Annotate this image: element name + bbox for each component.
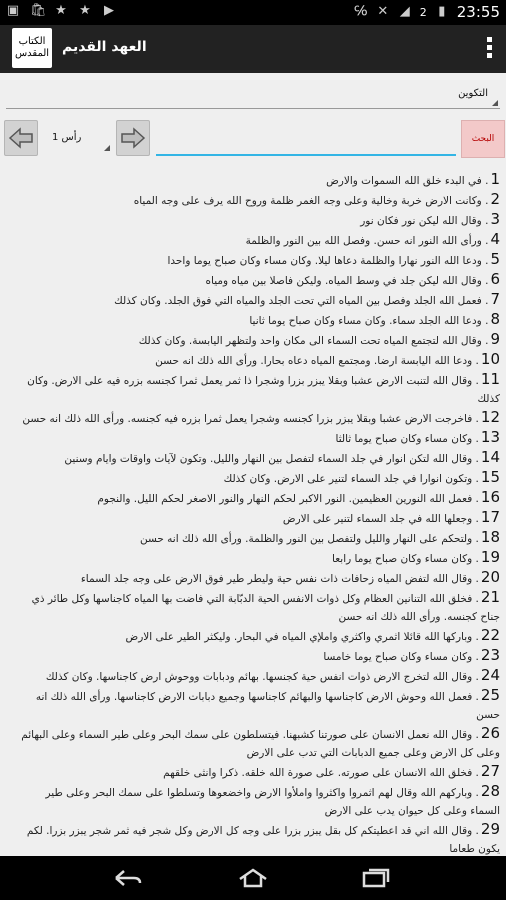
verse-separator: . [472,671,479,683]
verse-separator: . [472,787,479,799]
verse-text: فعمل الله النورين العظيمين. النور الاكبر لحكم النهار والنور الاصغر لحكم الليل. والنجوم [97,493,473,505]
verse-number: 20 [480,568,500,586]
book-selector-value: التكوين [458,88,488,99]
verse-number: 7 [490,290,500,308]
verse-row [0,170,506,190]
battery-level: 2 [419,5,427,19]
verse-row [0,428,506,448]
verse-text: في البدء خلق الله السموات والارض [326,175,482,187]
verse-number: 6 [490,270,500,288]
verse-row [0,528,506,548]
verse-text: وقال الله لتجتمع المياه تحت السماء الى مكان واحد ولتظهر اليابسة. وكان كذلك [138,335,482,347]
verse-number: 28 [480,782,500,800]
verse-text: وقال الله نعمل الانسان على صورتنا كشبهنا. فيتسلطون على سمك البحر وعلى طير السماء وعلى البهائم وعلى كل الارض وعلى جميع الدبابات التي تدب على الارض [21,729,500,759]
image-icon: ▣ [6,3,20,18]
verse-separator: . [472,573,479,585]
signal-icon: ◢ [399,4,410,19]
verse-separator: . [472,767,479,779]
verse-separator: . [472,355,479,367]
verse-row [0,190,506,210]
verse-separator: . [472,553,479,565]
verse-row [0,270,506,290]
system-navigation-bar [0,856,506,900]
verse-text: فعمل الله الجلد وفصل بين المياه التي تحت الجلد والمياه التي فوق الجلد. وكان كذلك [114,295,482,307]
verse-separator: . [481,195,489,207]
verse-text: وقال الله لتنبت الارض عشبا وبقلا يبزر بزرا وشجرا ذا ثمر يعمل ثمرا كجنسه بزره فيه على الارض. وكان كذلك [27,375,500,405]
verse-separator: . [472,513,479,525]
dropdown-caret-icon [492,100,498,106]
chapter-selector-value: رأس 1 [52,132,82,143]
verse-text: وقال الله لتكن انوار في جلد السماء لتفصل بين النهار والليل. وتكون لآيات واوقات وايام وسنين [64,453,473,465]
verse-row [0,230,506,250]
verse-number: 5 [490,250,500,268]
app-logo[interactable] [12,28,52,68]
verse-text: وقال الله اني قد اعطيتكم كل بقل يبزر بزرا على وجه كل الارض وكل شجر فيه ثمر شجر يبزر بزرا. لكم يكون طعاما [26,825,500,855]
verse-text: ودعا الله الجلد سماء. وكان مساء وكان صباح يوما ثانيا [249,315,482,327]
verse-number: 16 [480,488,500,506]
verse-separator: . [481,175,489,187]
verse-text: ودعا الله النور نهارا والظلمة دعاها ليلا. وكان مساء وكان صباح يوما واحدا [167,255,482,267]
verse-number: 17 [480,508,500,526]
back-icon[interactable] [107,866,147,890]
search-input[interactable] [156,124,456,156]
verse-number: 24 [480,666,500,684]
verse-number: 14 [480,448,500,466]
logo-line-1: الكتاب [18,36,46,47]
verse-row [0,448,506,468]
bag-icon: 🛍 [30,3,47,18]
verse-row [0,588,506,626]
verse-list[interactable] [0,170,506,856]
verse-number: 19 [480,548,500,566]
verse-row [0,626,506,646]
verse-text: وباركهم الله وقال لهم اثمروا واكثروا واملأوا الارض واخضعوها وتسلطوا على سمك البحر وعلى طير السماء وعلى كل حيوان يدب على الارض [45,787,500,817]
star-icon: ★ [79,3,91,18]
verse-separator: . [472,729,479,741]
verse-text: ودعا الله اليابسة ارضا. ومجتمع المياه دعاه بحارا. ورأى الله ذلك انه حسن [155,355,473,367]
verse-separator: . [472,433,479,445]
verse-separator: . [481,215,489,227]
home-icon[interactable] [233,866,273,890]
verse-row [0,330,506,350]
verse-row [0,568,506,588]
verse-text: وجعلها الله في جلد السماء لتنير على الارض [282,513,473,525]
verse-row [0,646,506,666]
chapter-selector[interactable] [44,124,112,152]
dropdown-caret-icon [104,145,110,151]
verse-separator: . [481,235,489,247]
verse-text: فاخرجت الارض عشبا وبقلا يبزر بزرا كجنسه وشجرا يعمل ثمرا بزره فيه كجنسه. ورأى الله ذلك انه حسن [22,413,473,425]
verse-separator: . [481,275,489,287]
verse-separator: . [472,473,479,485]
wifi-icon: ℅ [354,4,368,19]
verse-number: 27 [480,762,500,780]
verse-row [0,508,506,528]
verse-number: 25 [480,686,500,704]
verse-number: 4 [490,230,500,248]
verse-separator: . [472,825,479,837]
verse-number: 8 [490,310,500,328]
verse-separator: . [472,691,479,703]
verse-separator: . [481,255,489,267]
verse-number: 12 [480,408,500,426]
verse-text: وباركها الله قائلا اثمري واكثري واملإي المياه في البحار. وليكثر الطير على الارض [125,631,473,643]
recent-apps-icon[interactable] [356,866,396,890]
no-signal-icon: ✕ [377,4,389,19]
verse-text: وقال الله لتفض المياه زحافات ذات نفس حية وليطر طير فوق الارض على وجه جلد السماء [80,573,473,585]
overflow-menu-icon[interactable] [486,37,492,61]
verse-row [0,686,506,724]
verse-separator: . [472,651,479,663]
verse-number: 18 [480,528,500,546]
verse-row [0,350,506,370]
verse-number: 26 [480,724,500,742]
verse-text: وكان مساء وكان صباح يوما رابعا [332,553,473,565]
verse-row [0,310,506,330]
verse-text: ورأى الله النور انه حسن. وفصل الله بين النور والظلمة [245,235,482,247]
verse-number: 22 [480,626,500,644]
verse-text: وقال الله لتخرج الارض ذوات انفس حية كجنسها. بهائم ودبابات ووحوش ارض كاجناسها. وكان كذلك [45,671,473,683]
verse-separator: . [481,335,489,347]
verse-text: فخلق الله الانسان على صورته. على صورة الله خلقه. ذكرا وانثى خلقهم [163,767,473,779]
verse-row [0,782,506,820]
verse-number: 21 [480,588,500,606]
verse-row [0,762,506,782]
verse-number: 23 [480,646,500,664]
verse-text: فخلق الله التنانين العظام وكل ذوات الانفس الحية الدبّابة التي فاضت بها المياه كاجناسها وكل طائر ذي جناح كجنسه. ورأى الله ذلك انه حسن [31,593,500,623]
status-bar [0,0,506,25]
verse-number: 11 [480,370,500,388]
previous-chapter-button[interactable] [4,120,38,156]
verse-separator: . [472,631,479,643]
battery-icon: ▮ [438,4,446,19]
verse-separator: . [481,295,489,307]
verse-number: 13 [480,428,500,446]
verse-row [0,250,506,270]
verse-row [0,290,506,310]
verse-text: وكان مساء وكان صباح يوما ثالثا [335,433,473,445]
verse-row [0,408,506,428]
verse-text: وكانت الارض خربة وخالية وعلى وجه الغمر ظلمة وروح الله يرف على وجه المياه [133,195,482,207]
verse-separator: . [472,533,479,545]
star-icon: ★ [55,3,67,18]
clock: 23:55 [456,3,500,21]
verse-row [0,548,506,568]
verse-number: 15 [480,468,500,486]
verse-text: وتكون انوارا في جلد السماء لتنير على الارض. وكان كذلك [223,473,473,485]
play-store-icon: ▶ [104,3,114,18]
verse-separator: . [481,315,489,327]
verse-number: 10 [480,350,500,368]
verse-text: ولتحكم على النهار والليل ولتفصل بين النور والظلمة. ورأى الله ذلك انه حسن [139,533,473,545]
verse-row [0,488,506,508]
verse-separator: . [472,375,479,387]
book-selector[interactable] [6,84,500,109]
verse-separator: . [472,493,479,505]
verse-text: فعمل الله وحوش الارض كاجناسها والبهائم كاجناسها وجميع دبابات الارض كاجناسها. ورأى الله ذلك انه حسن [35,691,500,721]
verse-number: 2 [490,190,500,208]
next-chapter-button[interactable] [116,120,150,156]
action-bar [0,25,506,73]
verse-row [0,210,506,230]
verse-row [0,468,506,488]
verse-number: 1 [490,170,500,188]
verse-text: وقال الله ليكن نور فكان نور [360,215,482,227]
page-title: العهد القديم [62,39,147,55]
search-button[interactable]: البحث [461,120,505,158]
verse-number: 3 [490,210,500,228]
verse-separator: . [472,413,479,425]
verse-number: 9 [490,330,500,348]
verse-row [0,666,506,686]
verse-separator: . [472,593,479,605]
arrow-right-icon [120,127,146,149]
verse-row [0,820,506,858]
verse-row [0,724,506,762]
arrow-left-icon [8,127,34,149]
verse-text: وكان مساء وكان صباح يوما خامسا [323,651,473,663]
verse-text: وقال الله ليكن جلد في وسط المياه. وليكن فاصلا بين مياه ومياه [205,275,482,287]
verse-row [0,370,506,408]
logo-line-2: المقدس [14,48,50,59]
verse-separator: . [472,453,479,465]
verse-number: 29 [480,820,500,838]
